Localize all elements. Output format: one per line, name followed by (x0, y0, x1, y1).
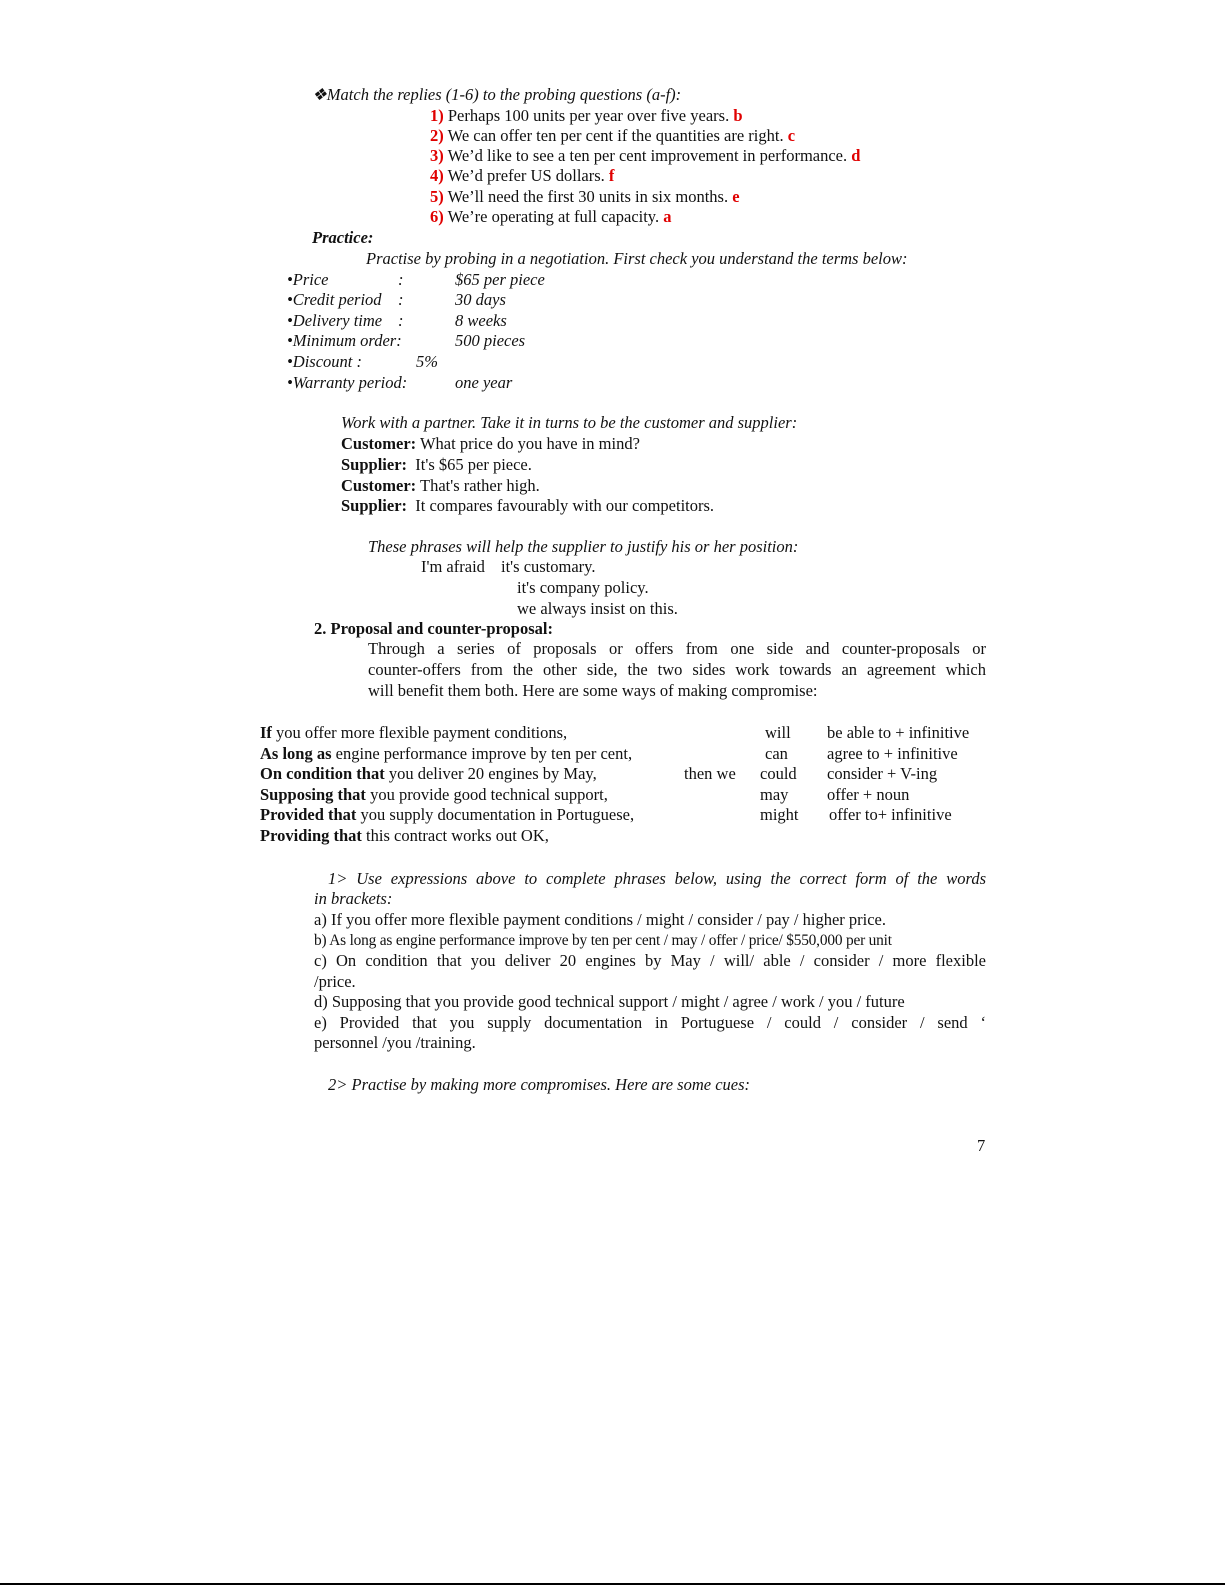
match-item-5: 5) We’ll need the first 30 units in six months. e (430, 187, 740, 206)
section2-para-line: Through a series of proposals or offers from one side and counter-proposals or (368, 639, 986, 658)
term-label: •Discount : (287, 352, 362, 371)
verb-form: be able to + infinitive (827, 723, 970, 742)
exercise1-item-c-cont: /price. (314, 972, 356, 991)
term-sep: : (398, 290, 404, 309)
match-item-3: 3) We’d like to see a ten per cent improvement in performance. d (430, 146, 861, 165)
term-value: 8 weeks (455, 311, 507, 330)
verb-form: offer + noun (827, 785, 910, 804)
match-item-2: 2) We can offer ten per cent if the quantities are right. c (430, 126, 796, 145)
verb-form: agree to + infinitive (827, 744, 958, 763)
dialogue-line: Customer: That's rather high. (341, 476, 540, 495)
exercise1-item-a: a) If you offer more flexible payment conditions / might / consider / pay / higher price. (314, 910, 886, 929)
condition-row: On condition that you deliver 20 engines by May, (260, 764, 597, 783)
page-number: 7 (977, 1136, 986, 1155)
exercise1-item-e: e) Provided that you supply documentation in Portuguese / could / consider / send ‘ (314, 1013, 986, 1032)
then-we: then we (684, 764, 736, 783)
condition-row: Providing that this contract works out OK, (260, 826, 549, 845)
practice-heading: Practice: (312, 228, 374, 247)
dialogue-line: Customer: What price do you have in mind? (341, 434, 640, 453)
term-label: •Minimum order: (287, 331, 402, 350)
justify-option: it's customary. (501, 557, 596, 576)
exercise2-instruction: 2> Practise by making more compromises. Here are some cues: (328, 1075, 751, 1094)
term-label: •Price (287, 270, 329, 289)
match-item-6: 6) We’re operating at full capacity. a (430, 207, 672, 226)
exercise1-item-c: c) On condition that you deliver 20 engines by May / will/ able / consider / more flexible (314, 951, 986, 970)
term-label: •Delivery time (287, 311, 383, 330)
modal: can (765, 744, 788, 763)
justify-option: we always insist on this. (517, 599, 678, 618)
justify-lead: I'm afraid (421, 557, 485, 576)
justify-option: it's company policy. (517, 578, 649, 597)
term-value: 30 days (455, 290, 506, 309)
section2-heading: 2. Proposal and counter-proposal: (314, 619, 553, 638)
condition-row: Provided that you supply documentation in Portuguese, (260, 805, 635, 824)
term-label: •Warranty period: (287, 373, 408, 392)
term-value: 5% (416, 352, 438, 371)
modal: might (760, 805, 799, 824)
verb-form: offer to+ infinitive (829, 805, 952, 824)
term-value: 500 pieces (455, 331, 526, 350)
verb-form: consider + V-ing (827, 764, 938, 783)
exercise1-item-e-cont: personnel /you /training. (314, 1033, 476, 1052)
section2-para-line: counter-offers from the other side, the two sides work towards an agreement which (368, 660, 986, 679)
term-value: $65 per piece (455, 270, 545, 289)
modal: could (760, 764, 797, 783)
exercise1-item-d: d) Supposing that you provide good technical support / might / agree / work / you / future (314, 992, 905, 1011)
term-sep: : (398, 270, 404, 289)
exercise1-instruction: 1> Use expressions above to complete phrases below, using the correct form of the words (328, 869, 986, 888)
match-item-4: 4) We’d prefer US dollars. f (430, 166, 615, 185)
section2-para-line: will benefit them both. Here are some ways of making compromise: (368, 681, 818, 700)
exercise1-instruction: in brackets: (314, 889, 393, 908)
dialogue-line: Supplier: It compares favourably with our competitors. (341, 496, 715, 515)
modal: may (760, 785, 789, 804)
condition-row: Supposing that you provide good technical support, (260, 785, 608, 804)
term-label: •Credit period (287, 290, 382, 309)
dialogue-intro: Work with a partner. Take it in turns to be the customer and supplier: (341, 413, 798, 432)
dialogue-line: Supplier: It's $65 per piece. (341, 455, 532, 474)
condition-row: If you offer more flexible payment conditions, (260, 723, 568, 742)
exercise1-item-b: b) As long as engine performance improve by ten per cent / may / offer / price/ $550,000 per unit (314, 932, 892, 949)
justify-intro: These phrases will help the supplier to justify his or her position: (368, 537, 799, 556)
term-sep: : (398, 311, 404, 330)
match-item-1: 1) Perhaps 100 units per year over five years. b (430, 106, 743, 125)
condition-row: As long as engine performance improve by ten per cent, (260, 744, 633, 763)
match-instruction: ❖Match the replies (1-6) to the probing questions (a-f): (312, 85, 682, 104)
modal: will (765, 723, 791, 742)
practice-intro: Practise by probing in a negotiation. First check you understand the terms below: (366, 249, 908, 268)
term-value: one year (455, 373, 513, 392)
